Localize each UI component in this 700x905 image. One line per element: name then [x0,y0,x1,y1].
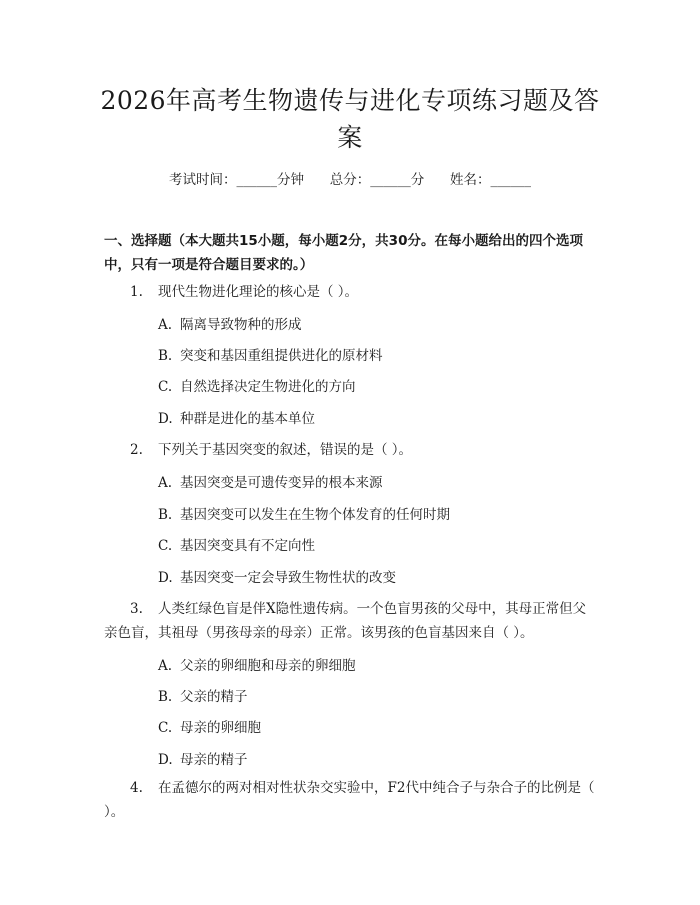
section-heading: 一、选择题（本大题共15小题，每小题2分，共30分。在每小题给出的四个选项中，只有一项是符合题目要求的。） [104,233,583,273]
question-4 [104,776,596,824]
question-3 [104,597,596,645]
question-2-option-b [158,506,598,524]
question-number: 2. [130,442,143,458]
question-1 [104,280,596,304]
document-title: 2026年高考生物遗传与进化专项练习题及答案 [100,86,600,152]
option-letter: A. [158,658,173,674]
question-text: 下列关于基因突变的叙述，错误的是（ ）。 [158,442,413,458]
option-text: 种群是进化的基本单位 [180,411,315,427]
question-2-option-c [158,537,598,555]
question-1-option-c [158,378,598,396]
question-3-option-d [158,751,598,769]
option-text: 父亲的精子 [180,689,248,705]
question-text: 人类红绿色盲是伴X隐性遗传病。一个色盲男孩的父母中，其母正常但父亲色盲，其祖母（男孩母亲的母亲）正常。该男孩的色盲基因来自（ ）。 [104,601,587,641]
option-letter: B. [158,348,173,364]
exam-info-line: 考试时间：______分钟 总分：______分 姓名：______ [169,172,531,188]
option-text: 父亲的卵细胞和母亲的卵细胞 [180,658,356,674]
option-text: 基因突变是可遗传变异的根本来源 [180,475,383,491]
question-1-option-a [158,316,598,334]
question-number: 4. [130,780,143,796]
option-letter: D. [158,411,173,427]
option-letter: C. [158,538,173,554]
question-2-option-d [158,569,598,587]
question-3-option-b [158,688,598,706]
option-text: 基因突变具有不定向性 [180,538,315,554]
option-text: 基因突变可以发生在生物个体发育的任何时期 [180,507,450,523]
option-text: 基因突变一定会导致生物性状的改变 [180,570,396,586]
option-letter: D. [158,752,173,768]
question-1-option-b [158,347,598,365]
question-text: 现代生物进化理论的核心是（ ）。 [158,284,359,300]
option-letter: A. [158,317,173,333]
option-letter: B. [158,507,173,523]
option-letter: A. [158,475,173,491]
question-text: 在孟德尔的两对相对性状杂交实验中，F2代中纯合子与杂合子的比例是（ ）。 [104,780,595,820]
question-1-option-d [158,410,598,428]
option-text: 突变和基因重组提供进化的原材料 [180,348,383,364]
question-3-option-c [158,719,598,737]
option-text: 隔离导致物种的形成 [180,317,302,333]
question-2-option-a [158,474,598,492]
question-number: 1. [130,284,143,300]
question-2 [104,438,596,462]
option-text: 母亲的卵细胞 [180,720,261,736]
option-text: 母亲的精子 [180,752,248,768]
option-letter: C. [158,720,173,736]
option-letter: D. [158,570,173,586]
option-text: 自然选择决定生物进化的方向 [180,379,356,395]
question-number: 3. [130,601,143,617]
option-letter: C. [158,379,173,395]
option-letter: B. [158,689,173,705]
question-3-option-a [158,657,598,675]
